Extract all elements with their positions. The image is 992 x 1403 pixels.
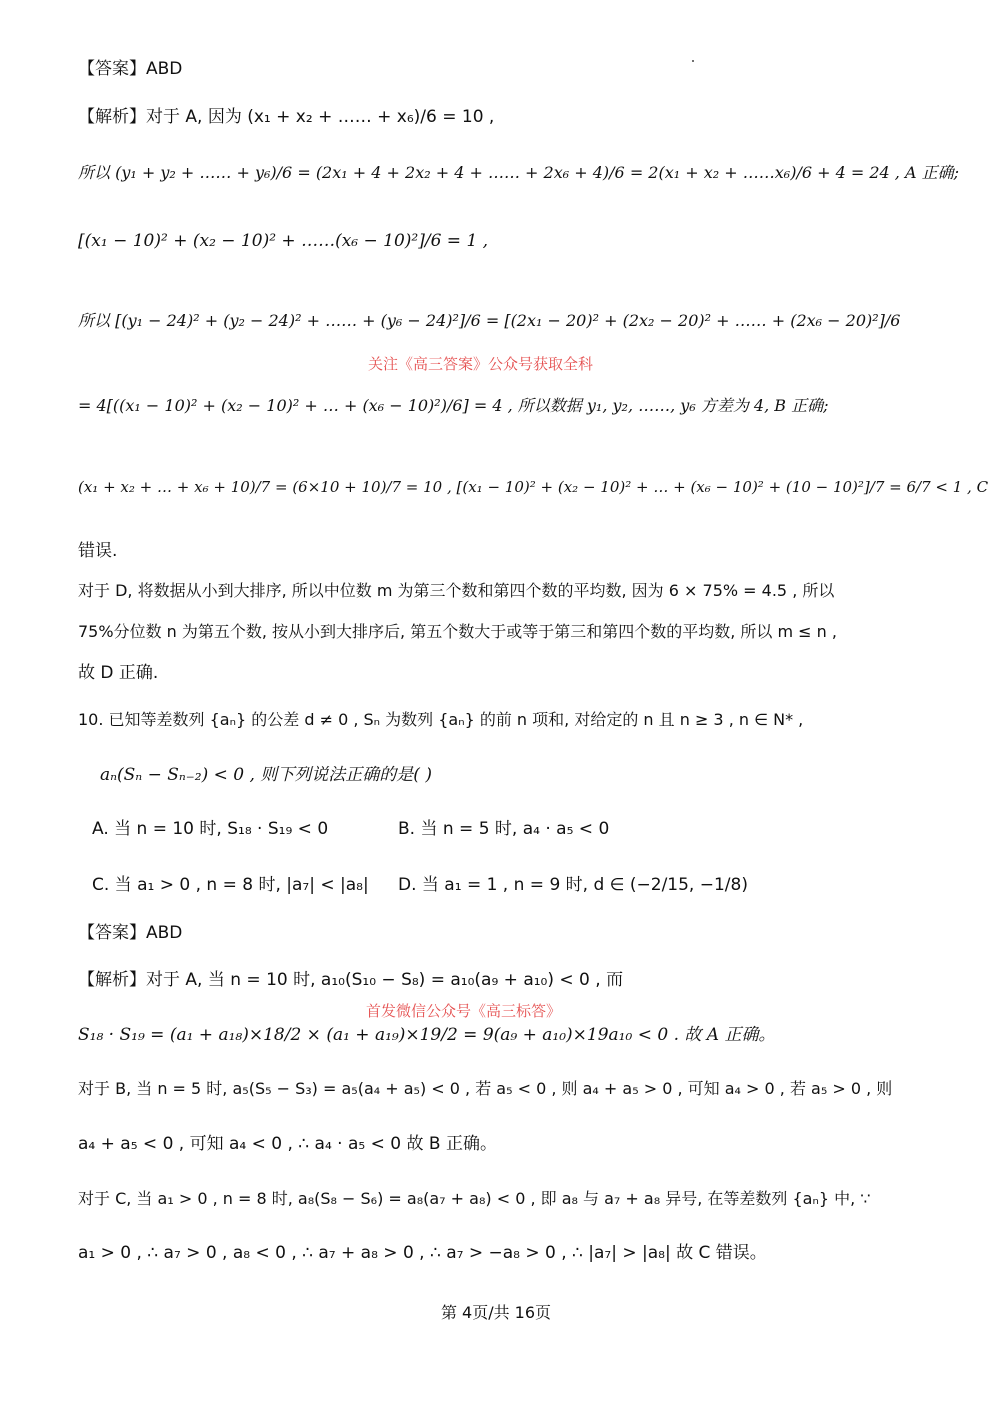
analysis-line-a4: 所以 [(y₁ − 24)² + (y₂ − 24)² + …… + (y₆ − 24)²]/6 = [(2x₁ − 20)² + (2x₂ − 20)² + …… + (2x₆ − 20)²]/6 [78, 311, 901, 330]
answer-label-2: 【答案】ABD [78, 923, 183, 943]
analysis-line-a10: 故 D 正确. [78, 663, 159, 683]
analysis-line-b1: 【解析】对于 A, 当 n = 10 时, a₁₀(S₁₀ − S₈) = a₁₀(a₉ + a₁₀) < 0 , 而 [78, 970, 624, 990]
analysis-line-a7: 错误. [78, 541, 118, 561]
analysis-line-b6: a₁ > 0 , ∴ a₇ > 0 , a₈ < 0 , ∴ a₇ + a₈ > 0 , ∴ a₇ > −a₈ > 0 , ∴ |a₇| > |a₈| 故 C 错误。 [78, 1243, 767, 1263]
analysis-line-a6: (x₁ + x₂ + … + x₆ + 10)/7 = (6×10 + 10)/7 = 10 , [(x₁ − 10)² + (x₂ − 10)² + … + (x₆ − 10)² + (10 − 10)²]/7 = 6/7 < 1 , C [78, 478, 989, 496]
analysis-line-a2: 所以 (y₁ + y₂ + …… + y₆)/6 = (2x₁ + 4 + 2x₂ + 4 + …… + 2x₆ + 4)/6 = 2(x₁ + x₂ + ……x₆)/6 + 4 = 24 , A 正确; [78, 163, 959, 182]
analysis-line-a5: = 4[((x₁ − 10)² + (x₂ − 10)² + … + (x₆ − 10)²)/6] = 4 , 所以数据 y₁, y₂, ……, y₆ 方差为 4, B 正确; [78, 396, 829, 415]
option-b: B. 当 n = 5 时, a₄ · a₅ < 0 [398, 819, 610, 839]
analysis-line-a9: 75%分位数 n 为第五个数, 按从小到大排序后, 第五个数大于或等于第三和第四个数的平均数, 所以 m ≤ n , [78, 622, 837, 641]
question-10-condition: aₙ(Sₙ − Sₙ₋₂) < 0 , 则下列说法正确的是( ) [100, 765, 432, 785]
analysis-line-a1: 【解析】对于 A, 因为 (x₁ + x₂ + …… + x₆)/6 = 10 , [78, 107, 495, 127]
analysis-line-b2: S₁₈ · S₁₉ = (a₁ + a₁₈)×18/2 × (a₁ + a₁₉)×19/2 = 9(a₉ + a₁₀)×19a₁₀ < 0 . 故 A 正确。 [78, 1025, 776, 1045]
option-c: C. 当 a₁ > 0 , n = 8 时, |a₇| < |a₈| [92, 875, 369, 895]
page-footer: 第 4页/共 16页 [440, 1303, 552, 1322]
analysis-line-b4: a₄ + a₅ < 0 , 可知 a₄ < 0 , ∴ a₄ · a₅ < 0 故 B 正确。 [78, 1134, 497, 1154]
analysis-line-b5: 对于 C, 当 a₁ > 0 , n = 8 时, a₈(S₈ − S₆) = a₈(a₇ + a₈) < 0 , 即 a₈ 与 a₇ + a₈ 异号, 在等差数列 {aₙ} 中, ∵ [78, 1189, 871, 1208]
question-10-stem: 10. 已知等差数列 {aₙ} 的公差 d ≠ 0 , Sₙ 为数列 {aₙ} 的前 n 项和, 对给定的 n 且 n ≥ 3 , n ∈ N* , [78, 710, 804, 729]
option-a: A. 当 n = 10 时, S₁₈ · S₁₉ < 0 [92, 819, 329, 839]
analysis-line-a3: [(x₁ − 10)² + (x₂ − 10)² + ……(x₆ − 10)²]/6 = 1 , [78, 231, 489, 251]
option-d: D. 当 a₁ = 1 , n = 9 时, d ∈ (−2/15, −1/8) [398, 875, 748, 895]
analysis-line-b3: 对于 B, 当 n = 5 时, a₅(S₅ − S₃) = a₅(a₄ + a₅) < 0 , 若 a₅ < 0 , 则 a₄ + a₅ > 0 , 可知 a₄ > 0 , 若 a₅ > 0 , 则 [78, 1079, 893, 1098]
answer-label-1: 【答案】ABD [78, 59, 183, 79]
watermark-gaosan-daan: 关注《高三答案》公众号获取全科 [368, 355, 594, 373]
watermark-gaosan-biaoda: 首发微信公众号《高三标答》 [366, 1002, 562, 1020]
analysis-line-a8: 对于 D, 将数据从小到大排序, 所以中位数 m 为第三个数和第四个数的平均数, 因为 6 × 75% = 4.5 , 所以 [78, 581, 835, 600]
